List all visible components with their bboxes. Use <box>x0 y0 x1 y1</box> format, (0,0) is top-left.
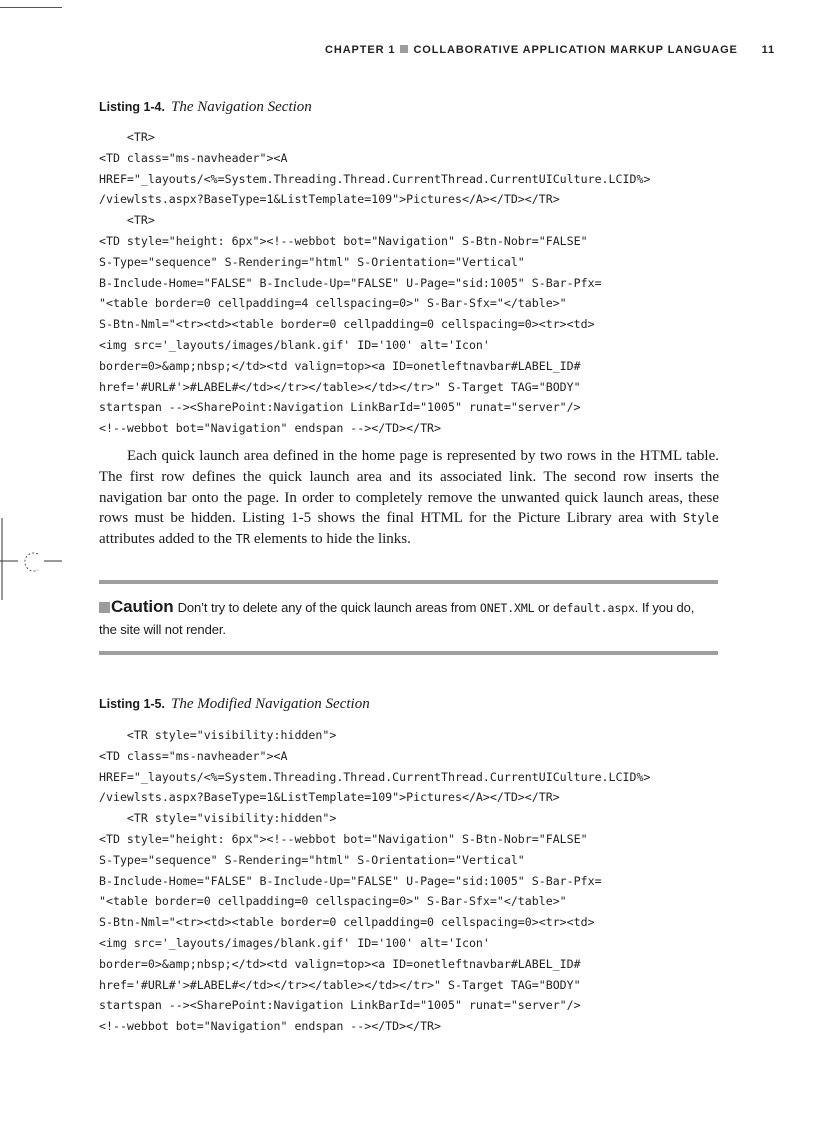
chapter-title: COLLABORATIVE APPLICATION MARKUP LANGUAGE <box>413 44 738 56</box>
paragraph-text: attributes added to the <box>99 531 236 548</box>
square-bullet-icon <box>400 45 408 53</box>
caution-text: or <box>534 600 553 615</box>
caution-text: . If you do, the site will not render. <box>99 600 695 637</box>
paragraph-text: elements to hide the links. <box>250 531 411 548</box>
code-listing: <TR style="visibility:hidden"> <TD class="ms-navheader"><A HREF="_layouts/<%=System.Threading.Thread.CurrentThread.CurrentUICulture.LCID%> /viewlsts.aspx?BaseType=1&ListTemplate=109">Pictures</A></TD></TR> <TR style="visibility:hidden"> <TD style="height: 6px"><!--webbot bot="Navigation" S-Btn-Nobr="FALSE" S-Type="sequence" S-Rendering="html" S-Orientation="Vertical" B-Include-Home="FALSE" B-Include-Up="FALSE" U-Page="sid:1005" S-Bar-Pfx= "<table border=0 cellpadding=0 cellspacing=0>" S-Bar-Sfx="</table>" S-Btn-Nml="<tr><td><table border=0 cellpadding=0 cellspacing=0><tr><td> <img src='_layouts/images/blank.gif' ID='100' alt='Icon' border=0>&amp;nbsp;</td><td valign=top><a ID=onetleftnavbar#LABEL_ID# href='#URL#'>#LABEL#</td></tr></table></td></tr>" S-Target TAG="BODY" startspan --><SharePoint:Navigation LinkBarId="1005" runat="server"/> <!--webbot bot="Navigation" endspan --></TD></TR> <box>99 728 651 1034</box>
listing-title: The Modified Navigation Section <box>170 696 370 712</box>
page-number: 11 <box>761 44 775 56</box>
crop-mark-top <box>0 7 62 8</box>
inline-code: TR <box>235 532 251 547</box>
margin-crop-mark-icon <box>0 518 62 600</box>
inline-code: default.aspx <box>552 601 635 615</box>
listing-caption <box>99 99 312 116</box>
listing-label: Listing 1-4. <box>99 100 165 114</box>
chapter-label: CHAPTER 1 <box>325 44 396 56</box>
caution-word: Caution <box>111 597 174 616</box>
listing-label: Listing 1-5. <box>99 697 165 711</box>
caution-top-rule <box>99 580 718 584</box>
listing-title: The Navigation Section <box>170 99 312 115</box>
running-header <box>325 44 775 56</box>
caution-note <box>99 596 711 641</box>
caution-bottom-rule <box>99 651 718 655</box>
paragraph-text: Each quick launch area defined in the home page is represented by two rows in the HTML table. The first row defines the quick launch area and its associated link. The second row inserts the navigation bar onto the page. In order to completely remove the unwanted quick launch areas, these rows must be hidden. Listing 1-5 shows the final HTML for the Picture Library area with <box>99 448 719 527</box>
body-paragraph <box>99 446 719 550</box>
listing-caption <box>99 696 370 713</box>
square-bullet-icon <box>99 602 110 613</box>
inline-code: Style <box>682 511 719 526</box>
code-listing: <TR> <TD class="ms-navheader"><A HREF="_layouts/<%=System.Threading.Thread.CurrentThread.CurrentUICulture.LCID%> /viewlsts.aspx?BaseType=1&ListTemplate=109">Pictures</A></TD></TR> <TR> <TD style="height: 6px"><!--webbot bot="Navigation" S-Btn-Nobr="FALSE" S-Type="sequence" S-Rendering="html" S-Orientation="Vertical" B-Include-Home="FALSE" B-Include-Up="FALSE" U-Page="sid:1005" S-Bar-Pfx= "<table border=0 cellpadding=4 cellspacing=0>" S-Bar-Sfx="</table>" S-Btn-Nml="<tr><td><table border=0 cellpadding=0 cellspacing=0><tr><td> <img src='_layouts/images/blank.gif' ID='100' alt='Icon' border=0>&amp;nbsp;</td><td valign=top><a ID=onetleftnavbar#LABEL_ID# href='#URL#'>#LABEL#</td></tr></table></td></tr>" S-Target TAG="BODY" startspan --><SharePoint:Navigation LinkBarId="1005" runat="server"/> <!--webbot bot="Navigation" endspan --></TD></TR> <box>99 130 651 436</box>
caution-text: Don’t try to delete any of the quick launch areas from <box>177 600 480 615</box>
inline-code: ONET.XML <box>479 601 535 615</box>
